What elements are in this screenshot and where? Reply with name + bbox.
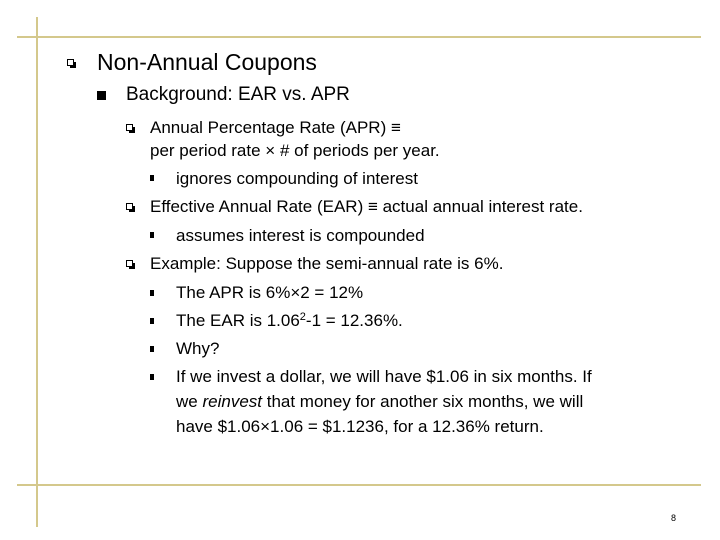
explanation-line-3: have $1.06×1.06 = $1.1236, for a 12.36% return. xyxy=(176,417,544,436)
bullet-small-icon xyxy=(150,346,154,352)
bullet-small-icon xyxy=(150,175,154,181)
bullet-small-icon xyxy=(150,290,154,296)
why-question: Why? xyxy=(176,339,220,358)
ear-calc-rest: -1 = 12.36%. xyxy=(305,311,403,330)
apr-note: ignores compounding of interest xyxy=(176,169,418,188)
explanation-reinvest: reinvest xyxy=(202,392,262,411)
explanation-we: we xyxy=(176,392,203,411)
top-rule xyxy=(17,36,701,38)
ear-calc xyxy=(176,311,403,331)
bullet-box-icon xyxy=(126,124,133,131)
apr-calc: The APR is 6%×2 = 12% xyxy=(176,283,364,302)
bullet-box-icon xyxy=(126,203,133,210)
slide-heading: Non-Annual Coupons xyxy=(97,49,317,75)
ear-calc-exponent: 2 xyxy=(299,311,306,323)
ear-calc-base: The EAR is 1.06 xyxy=(176,311,300,330)
page-number: 8 xyxy=(671,513,677,523)
bullet-box-icon xyxy=(126,260,133,267)
explanation-line-1: If we invest a dollar, we will have $1.06 in six months. If xyxy=(176,367,592,386)
subheading: Background: EAR vs. APR xyxy=(126,84,350,105)
explanation-line-2 xyxy=(176,392,583,412)
bullet-small-icon xyxy=(150,232,154,238)
ear-line-1: Effective Annual Rate (EAR) ≡ actual annual interest rate. xyxy=(150,197,583,216)
apr-line-1: Annual Percentage Rate (APR) ≡ xyxy=(150,118,401,137)
bottom-rule xyxy=(17,484,701,486)
explanation-rest: that money for another six months, we will xyxy=(262,392,584,411)
example-intro: Example: Suppose the semi-annual rate is 6%. xyxy=(150,254,504,273)
apr-line-2: per period rate × # of periods per year. xyxy=(150,141,440,160)
ear-note: assumes interest is compounded xyxy=(176,226,425,245)
bullet-square-icon xyxy=(97,91,106,100)
bullet-box-icon xyxy=(67,59,74,66)
bullet-small-icon xyxy=(150,318,154,324)
bullet-small-icon xyxy=(150,374,154,380)
left-rule xyxy=(36,17,38,527)
